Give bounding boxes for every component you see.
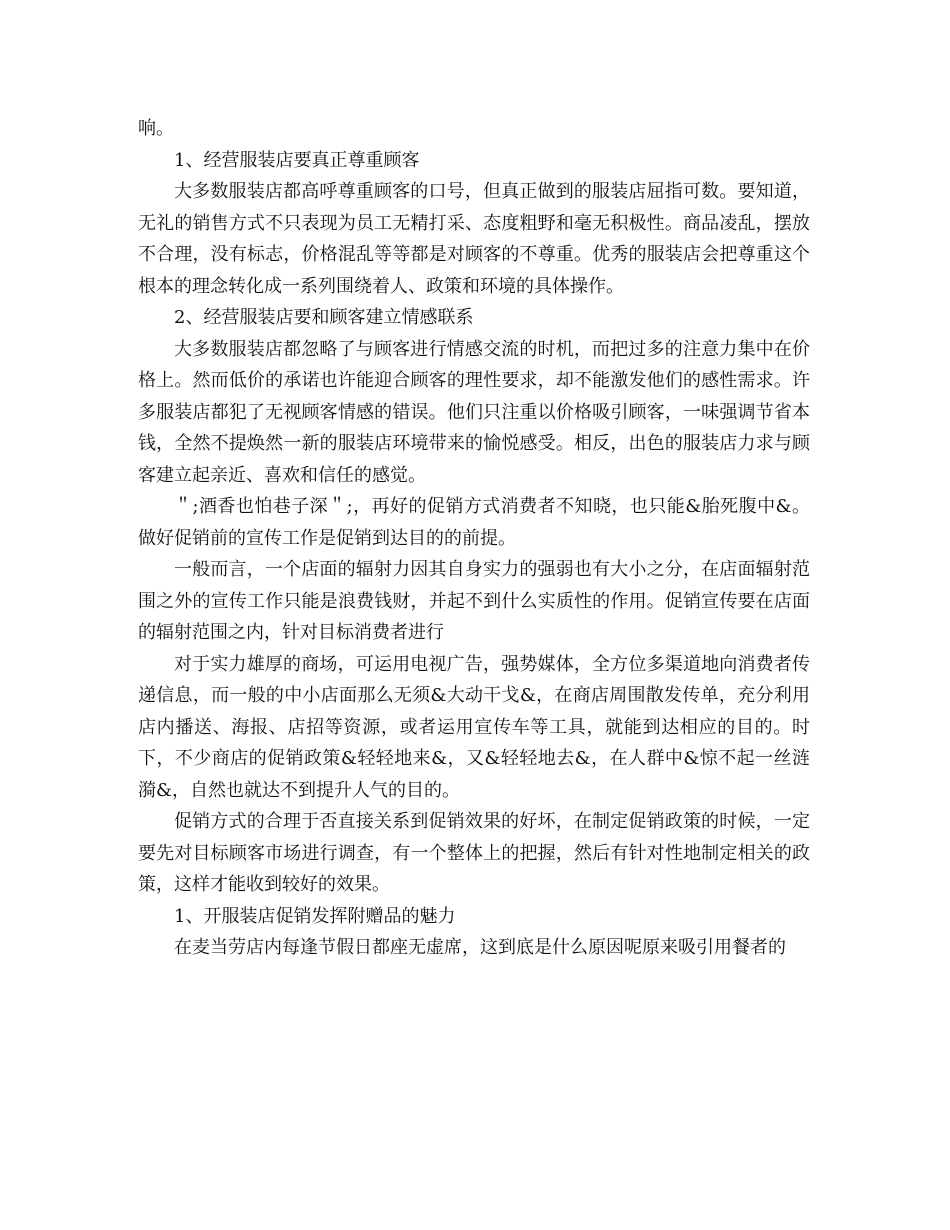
paragraph: 大多数服装店都忽略了与顾客进行情感交流的时机，而把过多的注意力集中在价格上。然而低价的承诺也许能迎合顾客的理性要求，却不能激发他们的感性需求。许多服装店都犯了无视顾客情感的错误。他们只注重以价格吸引顾客，一味强调节省本钱，全然不提焕然一新的服装店环境带来的愉悦感受。相反，出色的服装店力求与顾客建立起亲近、喜欢和信任的感觉。	[138, 338, 810, 486]
paragraph: ＂;酒香也怕巷子深＂;，再好的促销方式消费者不知晓，也只能&胎死腹中&。做好促销前的宣传工作是促销到达目的的前提。	[138, 496, 810, 549]
document-body	[138, 113, 810, 964]
paragraph: 促销方式的合理于否直接关系到促销效果的好坏，在制定促销政策的时候，一定要先对目标顾客市场进行调查，有一个整体上的把握，然后有针对性地制定相关的政策，这样才能收到较好的效果。	[138, 811, 810, 895]
paragraph-continuation: 响。	[138, 118, 174, 139]
paragraph: 在麦当劳店内每逢节假日都座无虚席，这到底是什么原因呢原来吸引用餐者的	[174, 937, 786, 958]
paragraph: 一般而言，一个店面的辐射力因其自身实力的强弱也有大小之分，在店面辐射范围之外的宣传工作只能是浪费钱财，并起不到什么实质性的作用。促销宣传要在店面的辐射范围之内，针对目标消费者进行	[138, 559, 810, 643]
section-heading: 1、开服装店促销发挥附赠品的魅力	[174, 905, 456, 927]
paragraph: 大多数服装店都高呼尊重顾客的口号，但真正做到的服装店屈指可数。要知道，无礼的销售方式不只表现为员工无精打采、态度粗野和毫无积极性。商品凌乱，摆放不合理，没有标志，价格混乱等等都是对顾客的不尊重。优秀的服装店会把尊重这个根本的理念转化成一系列围绕着人、政策和环境的具体操作。	[138, 181, 810, 297]
paragraph: 对于实力雄厚的商场，可运用电视广告，强势媒体，全方位多渠道地向消费者传递信息，而一般的中小店面那么无须&大动干戈&，在商店周围散发传单，充分利用店内播送、海报、店招等资源，或者运用宣传车等工具，就能到达相应的目的。时下，不少商店的促销政策&轻轻地来&，又&轻轻地去&，在人群中&惊不起一丝涟漪&，自然也就达不到提升人气的目的。	[138, 653, 810, 801]
section-heading: 2、经营服装店要和顾客建立情感联系	[174, 307, 474, 328]
section-heading: 1、经营服装店要真正尊重顾客	[174, 149, 420, 171]
